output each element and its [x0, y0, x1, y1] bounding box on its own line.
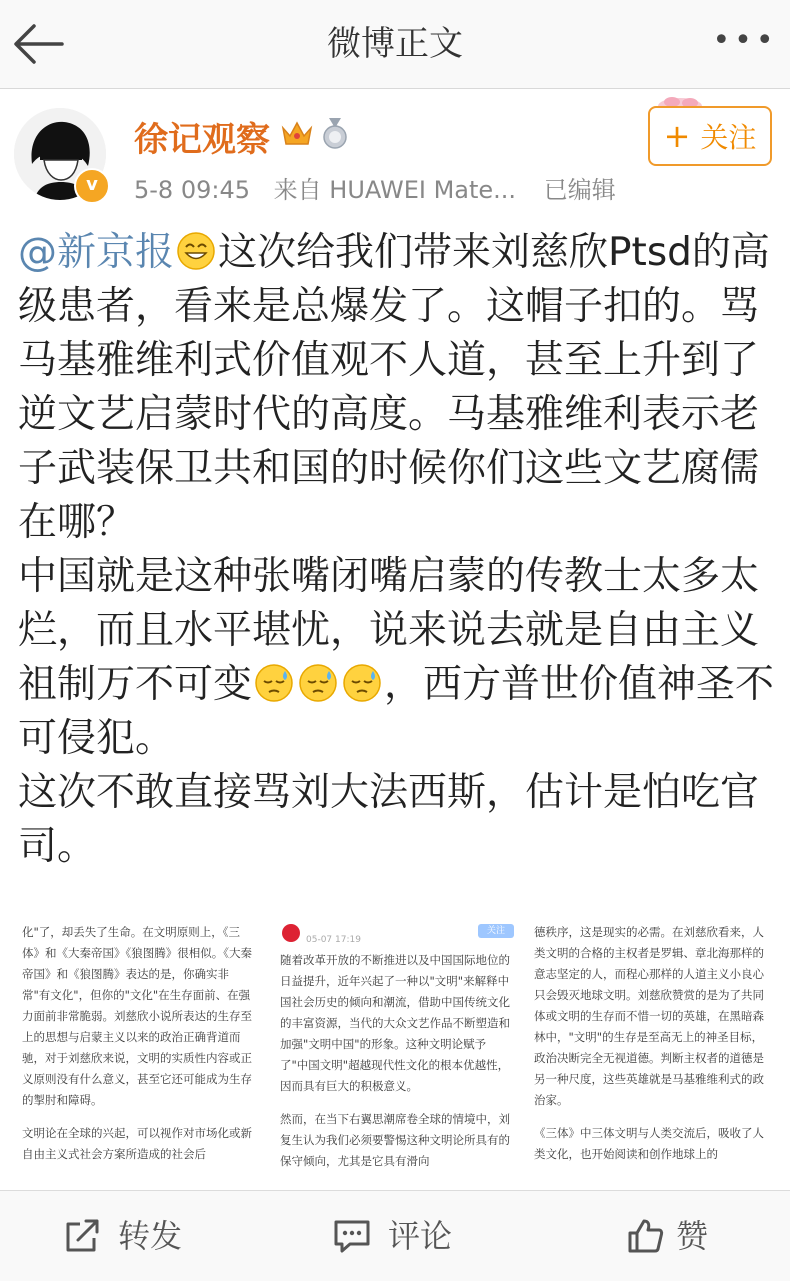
post-time: 5-8 09:45	[134, 176, 250, 204]
medal-icon	[320, 116, 350, 150]
comment-button[interactable]	[332, 1191, 492, 1281]
share-icon	[64, 1218, 102, 1254]
username[interactable]: 徐记观察	[134, 120, 270, 160]
edited-label[interactable]: 已编辑	[543, 176, 616, 204]
follow-button[interactable]	[648, 106, 772, 166]
image-follow-tag: 关注	[478, 924, 514, 938]
top-bar	[0, 0, 790, 89]
post-meta	[134, 170, 632, 205]
post-paragraph: 这次不敢直接骂刘大法西斯，估计是怕吃官司。	[18, 770, 760, 869]
image-text: 随着改革开放的不断推进以及中国国际地位的日益提升，近年兴起了一种以"文明"来解释中国社会历史的倾向和潮流，借助中国传统文化的丰富资源，当代的大众文艺作品不断塑造和加强"文明中国"的形象。这种文明论赋予了"中国文明"超越现代性文化的根本优越性，因而具有巨大的积极意义。	[280, 953, 510, 1093]
like-button[interactable]	[626, 1191, 746, 1281]
post-text: 这次给我们带来刘慈欣Ptsd的高级患者，看来是总爆发了。这帽子扣的。骂马基雅维利式价值观不人道，甚至上升到了逆文艺启蒙时代的高度。马基雅维利表示老子武装保卫共和国的时候你们这些文艺腐儒在哪？	[18, 230, 770, 545]
post-image[interactable]	[18, 922, 776, 1174]
post-paragraph	[18, 550, 776, 766]
image-avatar	[282, 924, 300, 942]
image-text: 化"了，却丢失了生命。在文明原则上，《三体》和《大秦帝国》《狼图腾》很相似。《大秦帝国》和《狼图腾》表达的是，你确实非常"有文化"，但你的"文化"在生存面前、在强力面前非常脆弱。刘慈欣小说所表达的生存至上的思想与启蒙主义以来的政治正确背道而驰，对于刘慈欣来说，文明的实质性内容或正义原则没有什么意义，甚至它还可能成为生存的掣肘和障碍。	[22, 925, 252, 1107]
image-column	[280, 922, 514, 1174]
post-text: 中国就是这种张嘴闭嘴启蒙的传教士太多太烂，而且水平堪忧，说来说去就是自由主义祖制万不可变	[18, 554, 760, 707]
verified-badge: v	[74, 168, 110, 204]
post-text: ，西方普世价值神圣不可侵犯。	[18, 662, 775, 761]
repost-label: 转发	[118, 1217, 183, 1255]
post-body	[18, 226, 776, 874]
action-bar	[0, 1190, 790, 1281]
image-date: 05-07 17:19	[306, 935, 361, 945]
image-column	[22, 922, 256, 1174]
image-header	[280, 922, 514, 950]
like-label: 赞	[676, 1217, 709, 1255]
sweat-emoji-icon	[342, 663, 382, 703]
image-text: 然而，在当下右翼思潮席卷全球的情境中，刘复生认为我们必须要警惕这种文明论所具有的保守倾向，尤其是它具有滑向	[280, 1112, 510, 1168]
crown-icon	[280, 118, 314, 148]
image-text: 德秩序，这是现实的必需。在刘慈欣看来，人类文明的合格的主权者是罗辑、章北海那样的意志坚定的人，而程心那样的人道主义小良心只会毁灭地球文明。刘慈欣赞赏的是为了共同体或文明的生存而不惜一切的英雄，在黑暗森林中，"文明"的生存是至高无上的神圣目标，政治决断完全无视道德。判断主权者的道德是另一种尺度，这些英雄就是马基雅维利式的政治家。	[534, 925, 764, 1107]
post-source[interactable]: 来自 HUAWEI Mate...	[273, 176, 517, 204]
image-text: 文明论在全球的兴起，可以视作对市场化或新自由主义式社会方案所造成的社会后	[22, 1126, 252, 1161]
sweat-emoji-icon	[254, 663, 294, 703]
thumbs-up-icon	[626, 1218, 664, 1254]
grin-emoji-icon	[176, 231, 216, 271]
follow-label: 关注	[700, 121, 757, 154]
mention-link[interactable]: @新京报	[18, 230, 175, 275]
plus-icon: +	[663, 117, 691, 155]
post-paragraph	[18, 226, 776, 550]
more-options-button[interactable]: •••	[712, 23, 778, 58]
image-text: 《三体》中三体文明与人类交流后，吸收了人类文化，也开始阅读和创作地球上的	[534, 1126, 764, 1161]
repost-button[interactable]	[64, 1191, 224, 1281]
image-column	[534, 922, 768, 1174]
sweat-emoji-icon	[298, 663, 338, 703]
comment-icon	[332, 1218, 372, 1254]
comment-label: 评论	[388, 1217, 453, 1255]
page-title: 微博正文	[327, 24, 463, 64]
